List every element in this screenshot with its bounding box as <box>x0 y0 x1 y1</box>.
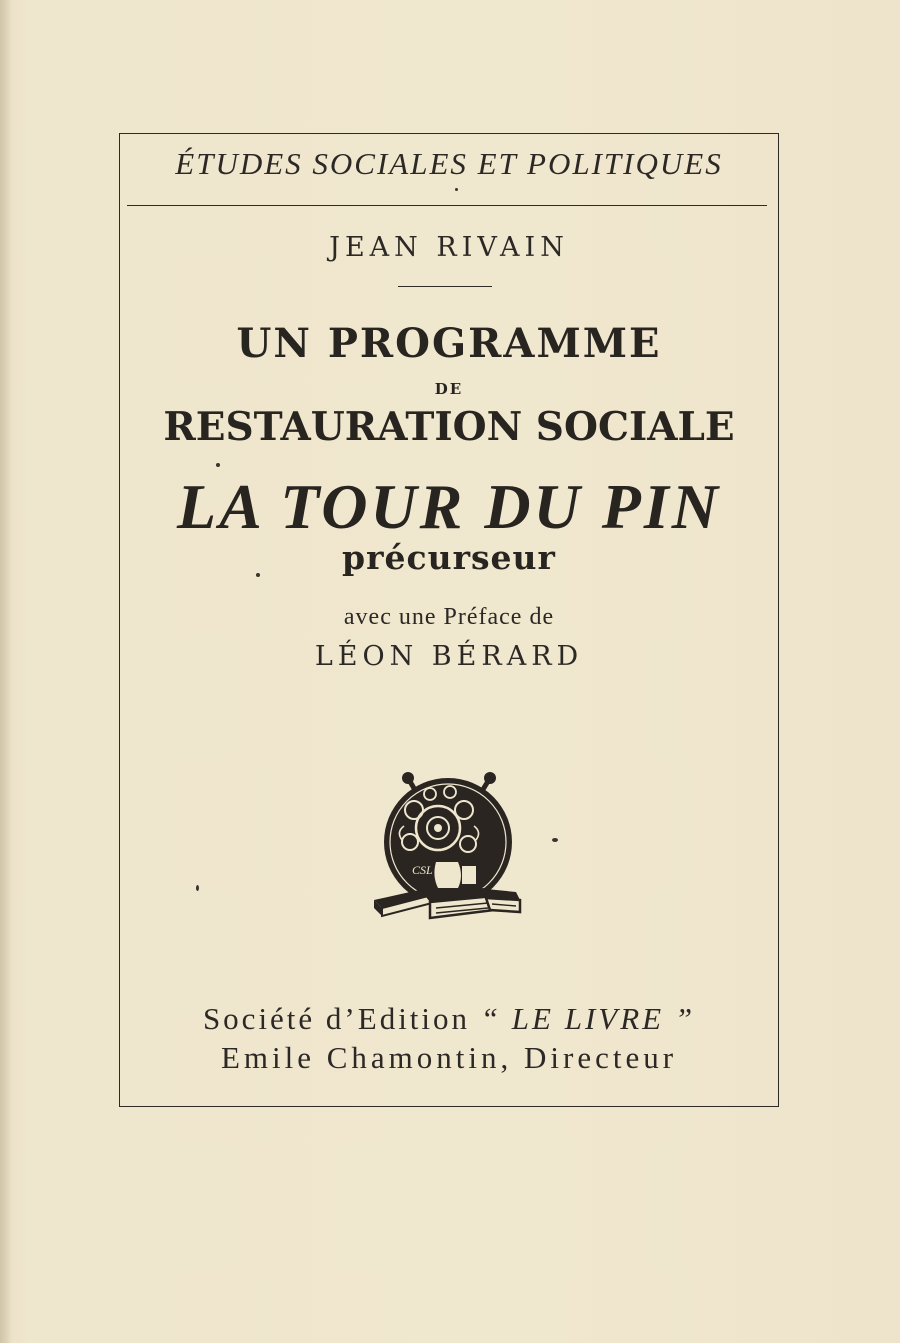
author-divider <box>398 286 492 287</box>
title-line-4: LA TOUR DU PIN <box>177 471 721 542</box>
ink-speck <box>552 838 558 842</box>
title-line-1: UN PROGRAMME <box>236 320 662 367</box>
author-name: JEAN RIVAIN <box>329 232 569 263</box>
preface-author: LÉON BÉRARD <box>314 641 584 672</box>
preface-label: avec une Préface de <box>343 604 555 630</box>
ink-speck <box>196 885 199 891</box>
publisher-director: Emile Chamontin, Directeur <box>220 1040 678 1075</box>
spine-shadow <box>0 0 12 1343</box>
ink-speck <box>256 573 260 577</box>
title-line-2: DE <box>434 380 464 398</box>
ink-speck <box>216 463 220 467</box>
title-line-3: RESTAURATION SOCIALE <box>163 404 735 450</box>
publisher-emblem-icon <box>366 770 526 930</box>
publisher-prefix: Société d’Edition <box>202 1001 471 1036</box>
series-divider <box>127 205 767 206</box>
ink-speck <box>455 188 458 191</box>
title-line-5: précurseur <box>342 538 556 577</box>
publisher-name: “ LE LIVRE ” <box>480 1001 696 1036</box>
series-title: ÉTUDES SOCIALES ET POLITIQUES <box>175 146 723 181</box>
emblem-monogram: CSL <box>412 863 433 877</box>
publisher-line-1 <box>119 1001 779 1037</box>
